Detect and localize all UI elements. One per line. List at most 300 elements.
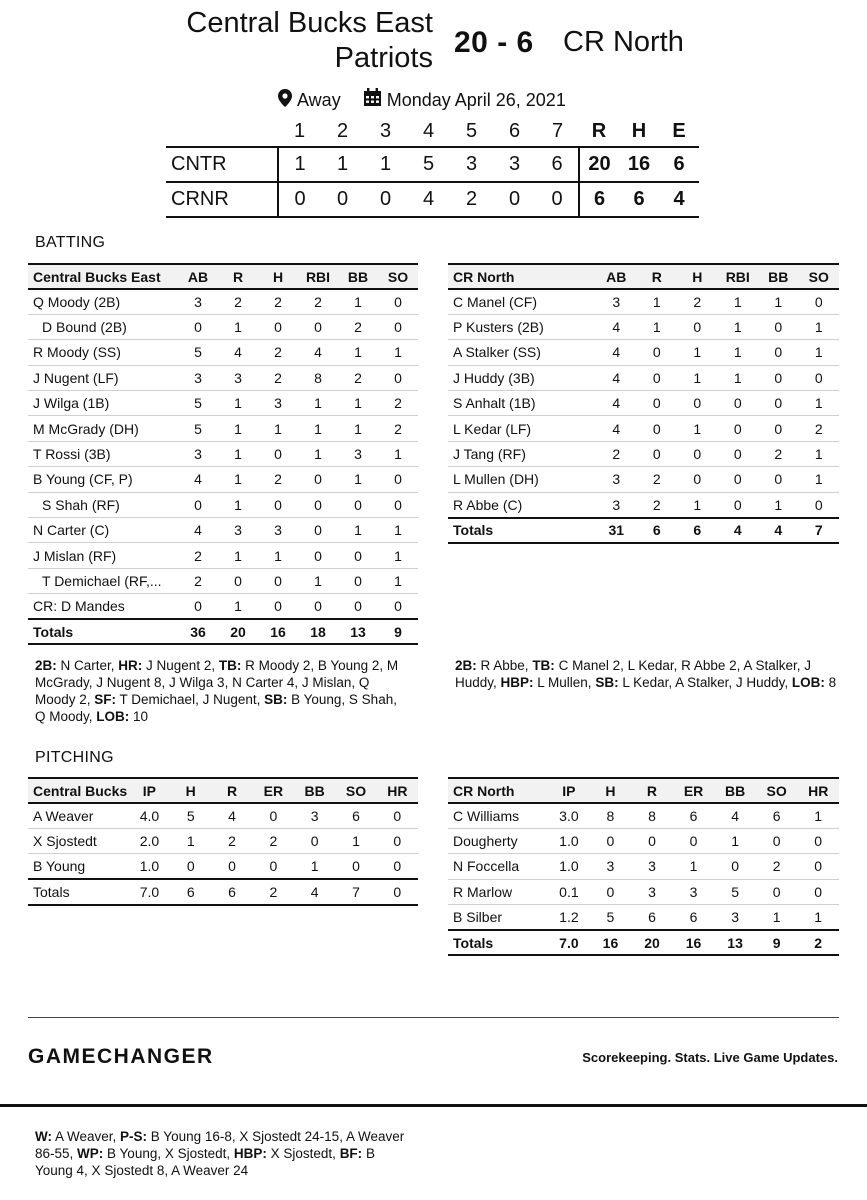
totals-cell: 7 [335, 879, 376, 904]
stat-cell: 1 [799, 314, 840, 339]
table-header [28, 778, 418, 803]
stat-cell: 4 [714, 803, 756, 828]
player-row [28, 803, 418, 828]
stat-cell: 0 [378, 289, 418, 314]
totals-cell: 13 [714, 930, 756, 955]
player-name: N Carter (C) [28, 518, 178, 543]
stat-cell: 4 [211, 803, 252, 828]
stat-column-header: H [170, 778, 211, 803]
pitching-section-title: PITCHING [35, 749, 114, 766]
stat-cell: 0 [718, 492, 759, 517]
inning-header: 4 [422, 120, 435, 142]
stat-cell: 0 [756, 879, 798, 904]
stat-cell: 0 [338, 568, 378, 593]
stat-cell: 0 [758, 416, 799, 441]
stat-cell: 0 [338, 594, 378, 619]
player-row [448, 365, 839, 390]
stat-cell: 1 [294, 854, 335, 879]
totals-label: Totals [448, 930, 548, 955]
inning-score: 6 [536, 147, 579, 182]
note-label: 2B: [35, 658, 57, 673]
stat-cell: 4 [596, 340, 637, 365]
stat-cell: 1 [677, 365, 718, 390]
table-body [448, 289, 839, 543]
stat-cell: 2 [258, 365, 298, 390]
player-name: M McGrady (DH) [28, 416, 178, 441]
totals-cell: 6 [211, 879, 252, 904]
player-name: N Foccella [448, 854, 548, 879]
stat-column-header: SO [335, 778, 376, 803]
calendar-icon [363, 88, 382, 112]
player-name: S Shah (RF) [28, 492, 178, 517]
stat-column-header: BB [714, 778, 756, 803]
stat-cell: 3.0 [548, 803, 590, 828]
note-label: 2B: [455, 658, 477, 673]
totals-cell: 36 [178, 619, 218, 644]
stat-cell: 6 [673, 905, 715, 930]
totals-row [28, 879, 418, 904]
totals-cell: 16 [258, 619, 298, 644]
inning-header: 7 [551, 120, 564, 142]
footer-tagline: Scorekeeping. Stats. Live Game Updates. [582, 1050, 838, 1065]
stat-cell: 3 [258, 518, 298, 543]
player-row [28, 365, 418, 390]
stat-cell: 4 [178, 518, 218, 543]
inning-header: 3 [379, 120, 392, 142]
stat-cell: 1 [677, 492, 718, 517]
totals-cell: 6 [677, 518, 718, 543]
totals-cell: 7 [799, 518, 840, 543]
stat-cell: 5 [178, 416, 218, 441]
stat-cell: 6 [631, 905, 673, 930]
stat-cell: 2.0 [129, 828, 170, 853]
stat-cell: 0 [378, 594, 418, 619]
totals-cell: 4 [718, 518, 759, 543]
stat-cell: 3 [218, 518, 258, 543]
totals-row [28, 619, 418, 644]
note-text: R Abbe, [476, 658, 533, 673]
player-row [448, 416, 839, 441]
stat-cell: 5 [714, 879, 756, 904]
player-name: D Bound (2B) [28, 314, 178, 339]
note-text: X Sjostedt, [266, 1146, 340, 1161]
stat-cell: 0 [677, 314, 718, 339]
stat-cell: 5 [178, 340, 218, 365]
stat-cell: 0 [714, 854, 756, 879]
player-row [448, 289, 839, 314]
stat-cell: 1 [718, 289, 759, 314]
stat-cell: 2 [178, 568, 218, 593]
stat-cell: 1 [218, 391, 258, 416]
player-name: L Mullen (DH) [448, 467, 596, 492]
stat-column-header: SO [756, 778, 798, 803]
stat-column-header: SO [799, 264, 840, 289]
stat-cell: 1 [673, 854, 715, 879]
stat-cell: 0 [258, 441, 298, 466]
line-score-team: CNTR [166, 147, 278, 182]
away-batting-notes [455, 657, 840, 691]
stat-column-header: HR [377, 778, 418, 803]
stat-cell: 0 [294, 828, 335, 853]
stat-cell: 1 [718, 365, 759, 390]
stat-cell: 3 [631, 854, 673, 879]
stat-cell: 1.0 [548, 854, 590, 879]
inning-score: 1 [321, 147, 364, 182]
stat-cell: 2 [253, 828, 294, 853]
line-score-table [166, 117, 699, 218]
player-row [28, 518, 418, 543]
player-row [448, 467, 839, 492]
stat-cell: 1 [637, 314, 678, 339]
inning-score: 1 [278, 147, 321, 182]
player-row [28, 594, 418, 619]
player-row [28, 467, 418, 492]
stat-column-header: AB [596, 264, 637, 289]
stat-cell: 0 [338, 543, 378, 568]
line-score-row [166, 147, 699, 182]
stat-cell: 4 [596, 391, 637, 416]
home-batting-notes [35, 657, 410, 725]
stat-cell: 4 [596, 416, 637, 441]
totals-cell: 7.0 [129, 879, 170, 904]
stat-cell: 0.1 [548, 879, 590, 904]
stat-cell: 1 [718, 314, 759, 339]
player-row [448, 314, 839, 339]
stat-cell: 2 [298, 289, 338, 314]
stat-cell: 0 [637, 441, 678, 466]
stat-cell: 1 [378, 543, 418, 568]
stat-cell: 1 [338, 518, 378, 543]
stat-cell: 2 [677, 289, 718, 314]
stat-cell: 1 [677, 340, 718, 365]
player-row [28, 391, 418, 416]
stat-cell: 1 [378, 518, 418, 543]
away-batting-table [448, 263, 839, 544]
note-text: B Young, S Shah, Q Moody, [35, 692, 397, 724]
stat-cell: 3 [596, 289, 637, 314]
stat-column-header: AB [178, 264, 218, 289]
totals-cell: 20 [218, 619, 258, 644]
stat-column-header: BB [758, 264, 799, 289]
stat-cell: 5 [170, 803, 211, 828]
totals-label: Totals [28, 879, 129, 904]
stat-cell: 0 [797, 828, 839, 853]
stat-cell: 1 [338, 467, 378, 492]
stat-cell: 2 [756, 854, 798, 879]
player-name: J Mislan (RF) [28, 543, 178, 568]
stat-cell: 1 [218, 467, 258, 492]
stat-cell: 1 [170, 828, 211, 853]
inning-score: 0 [364, 182, 407, 217]
stat-cell: 0 [637, 416, 678, 441]
stat-cell: 0 [378, 314, 418, 339]
player-row [448, 854, 839, 879]
errors-total: 6 [659, 147, 699, 182]
totals-cell: 6 [637, 518, 678, 543]
stat-column-header: R [218, 264, 258, 289]
stat-cell: 0 [298, 543, 338, 568]
note-text: J Nugent 2, [142, 658, 219, 673]
stat-cell: 0 [631, 828, 673, 853]
inning-header: 1 [293, 120, 306, 142]
stat-cell: 1 [218, 416, 258, 441]
stat-column-header: R [211, 778, 252, 803]
stat-cell: 0 [758, 467, 799, 492]
totals-cell: 4 [294, 879, 335, 904]
header-row [448, 264, 839, 289]
stat-cell: 1 [799, 441, 840, 466]
player-row [28, 340, 418, 365]
stat-cell: 0 [590, 828, 632, 853]
stat-cell: 4 [596, 314, 637, 339]
team-column-header: Central Bucks [28, 778, 129, 803]
pitching-notes [35, 1128, 405, 1179]
player-name: Dougherty [448, 828, 548, 853]
totals-cell: 16 [673, 930, 715, 955]
stat-cell: 2 [258, 467, 298, 492]
stat-cell: 3 [178, 289, 218, 314]
stat-cell: 0 [211, 854, 252, 879]
stat-cell: 0 [377, 803, 418, 828]
note-label: LOB: [96, 709, 130, 724]
stat-cell: 4 [178, 467, 218, 492]
stat-cell: 0 [637, 340, 678, 365]
stat-cell: 1 [677, 416, 718, 441]
stat-cell: 3 [590, 854, 632, 879]
stat-cell: 1 [218, 594, 258, 619]
note-text: B Young 4, X Sjostedt 8, A Weaver 24 [35, 1146, 375, 1178]
stat-cell: 0 [758, 340, 799, 365]
stat-cell: 3 [596, 492, 637, 517]
stat-cell: 0 [799, 492, 840, 517]
stat-cell: 4 [218, 340, 258, 365]
note-label: WP: [77, 1146, 104, 1161]
final-score: 20 - 6 [454, 26, 534, 59]
hits-total: 16 [619, 147, 659, 182]
stat-cell: 0 [178, 314, 218, 339]
stat-cell: 3 [714, 905, 756, 930]
totals-cell: 18 [298, 619, 338, 644]
inning-header: 5 [465, 120, 478, 142]
stat-cell: 1 [338, 416, 378, 441]
totals-cell: 9 [378, 619, 418, 644]
player-row [28, 416, 418, 441]
stat-cell: 0 [178, 492, 218, 517]
totals-cell: 6 [170, 879, 211, 904]
stat-cell: 1 [637, 289, 678, 314]
stat-cell: 2 [378, 416, 418, 441]
stat-cell: 1 [799, 340, 840, 365]
inning-score: 1 [364, 147, 407, 182]
stat-column-header: R [631, 778, 673, 803]
stat-cell: 3 [338, 441, 378, 466]
stat-cell: 0 [258, 492, 298, 517]
stat-cell: 1 [338, 340, 378, 365]
line-score-team: CRNR [166, 182, 278, 217]
line-score-header [166, 117, 699, 147]
inning-header: 2 [336, 120, 349, 142]
stat-cell: 8 [631, 803, 673, 828]
stat-cell: 1 [378, 568, 418, 593]
totals-cell: 0 [377, 879, 418, 904]
player-row [28, 289, 418, 314]
player-name: J Nugent (LF) [28, 365, 178, 390]
stat-cell: 1 [378, 340, 418, 365]
away-pitching-table [448, 777, 839, 956]
player-name: CR: D Mandes [28, 594, 178, 619]
team-column-header: CR North [448, 778, 548, 803]
note-label: HBP: [500, 675, 534, 690]
stat-cell: 0 [377, 828, 418, 853]
player-row [448, 828, 839, 853]
stat-cell: 0 [758, 365, 799, 390]
inning-header: 6 [508, 120, 521, 142]
player-name: T Demichael (RF,... [28, 568, 178, 593]
totals-cell: 4 [758, 518, 799, 543]
header-row [28, 264, 418, 289]
totals-cell: 2 [797, 930, 839, 955]
player-row [448, 492, 839, 517]
stat-cell: 5 [590, 905, 632, 930]
home-team-name-line1: Central Bucks East [186, 7, 433, 39]
stat-cell: 2 [758, 441, 799, 466]
player-name: R Abbe (C) [448, 492, 596, 517]
stat-cell: 0 [338, 492, 378, 517]
note-text: L Mullen, [533, 675, 596, 690]
totals-cell: 31 [596, 518, 637, 543]
stat-cell: 1 [218, 314, 258, 339]
stat-cell: 2 [211, 828, 252, 853]
stat-cell: 1.2 [548, 905, 590, 930]
stat-cell: 0 [258, 594, 298, 619]
stat-cell: 1 [799, 467, 840, 492]
gamechanger-logo: GAMECHANGER [28, 1045, 214, 1068]
stat-cell: 8 [298, 365, 338, 390]
stat-cell: 1 [335, 828, 376, 853]
stat-cell: 6 [335, 803, 376, 828]
player-row [448, 391, 839, 416]
stat-cell: 0 [378, 467, 418, 492]
player-name: X Sjostedt [28, 828, 129, 853]
note-text: T Demichael, J Nugent, [116, 692, 265, 707]
player-row [28, 854, 418, 879]
stat-column-header: IP [548, 778, 590, 803]
stat-cell: 1 [298, 441, 338, 466]
table-body [28, 289, 418, 644]
totals-cell: 2 [253, 879, 294, 904]
game-date: Monday April 26, 2021 [386, 89, 566, 110]
stat-cell: 0 [756, 828, 798, 853]
stat-cell: 2 [338, 314, 378, 339]
note-label: TB: [218, 658, 242, 673]
player-name: B Young [28, 854, 129, 879]
stat-column-header: HR [797, 778, 839, 803]
hits-total: 6 [619, 182, 659, 217]
stat-cell: 2 [338, 365, 378, 390]
totals-cell: 13 [338, 619, 378, 644]
note-text: 10 [129, 709, 149, 724]
map-pin-icon [278, 89, 292, 112]
stat-cell: 1 [218, 543, 258, 568]
stat-column-header: RBI [298, 264, 338, 289]
stat-cell: 0 [799, 365, 840, 390]
game-location: Away [297, 89, 341, 110]
stat-cell: 0 [718, 467, 759, 492]
stat-cell: 1 [298, 416, 338, 441]
player-row [28, 543, 418, 568]
stat-cell: 8 [590, 803, 632, 828]
stat-cell: 0 [637, 365, 678, 390]
stat-cell: 0 [335, 854, 376, 879]
stat-cell: 0 [799, 289, 840, 314]
note-text: 8 [824, 675, 837, 690]
stat-cell: 1 [218, 441, 258, 466]
stat-cell: 0 [298, 594, 338, 619]
totals-row [448, 518, 839, 543]
player-name: T Rossi (3B) [28, 441, 178, 466]
note-text: N Carter, [56, 658, 119, 673]
stat-cell: 0 [258, 568, 298, 593]
totals-row [448, 930, 839, 955]
stat-cell: 3 [596, 467, 637, 492]
stat-column-header: R [637, 264, 678, 289]
stat-cell: 1 [378, 441, 418, 466]
table-header [28, 264, 418, 289]
totals-cell: 16 [590, 930, 632, 955]
note-text: R Moody 2, B Young 2, M McGrady, J Nugent 8, J Wilga 3, N Carter 4, J Mislan, Q Moody 2, [35, 658, 399, 707]
inning-score: 0 [321, 182, 364, 217]
totals-label: Totals [448, 518, 596, 543]
stat-cell: 1 [338, 289, 378, 314]
totals-cell: 7.0 [548, 930, 590, 955]
stat-cell: 2 [637, 492, 678, 517]
note-label: BF: [339, 1146, 363, 1161]
totals-cell: 20 [631, 930, 673, 955]
stat-cell: 0 [298, 467, 338, 492]
stat-cell: 0 [298, 492, 338, 517]
errors-total: 4 [659, 182, 699, 217]
stat-column-header: SO [378, 264, 418, 289]
stat-column-header: H [258, 264, 298, 289]
player-name: P Kusters (2B) [448, 314, 596, 339]
player-name: A Weaver [28, 803, 129, 828]
stat-cell: 0 [218, 568, 258, 593]
home-batting-table [28, 263, 418, 645]
stat-cell: 0 [758, 391, 799, 416]
player-row [448, 441, 839, 466]
home-pitching-table [28, 777, 418, 906]
player-row [28, 568, 418, 593]
note-text: A Weaver, [52, 1129, 121, 1144]
stat-cell: 0 [637, 391, 678, 416]
inning-score: 5 [407, 147, 450, 182]
game-meta [278, 88, 566, 112]
stat-cell: 4 [298, 340, 338, 365]
stat-cell: 2 [218, 289, 258, 314]
table-body [28, 803, 418, 905]
stat-cell: 1 [258, 416, 298, 441]
player-row [28, 492, 418, 517]
stat-cell: 1.0 [129, 854, 170, 879]
stat-cell: 0 [298, 314, 338, 339]
stat-cell: 5 [178, 391, 218, 416]
table-header [448, 264, 839, 289]
stat-cell: 3 [258, 391, 298, 416]
stat-cell: 3 [218, 365, 258, 390]
table-body [448, 803, 839, 955]
header-row [28, 778, 418, 803]
note-text: C Manel 2, L Kedar, R Abbe 2, A Stalker, J Huddy, [455, 658, 811, 690]
